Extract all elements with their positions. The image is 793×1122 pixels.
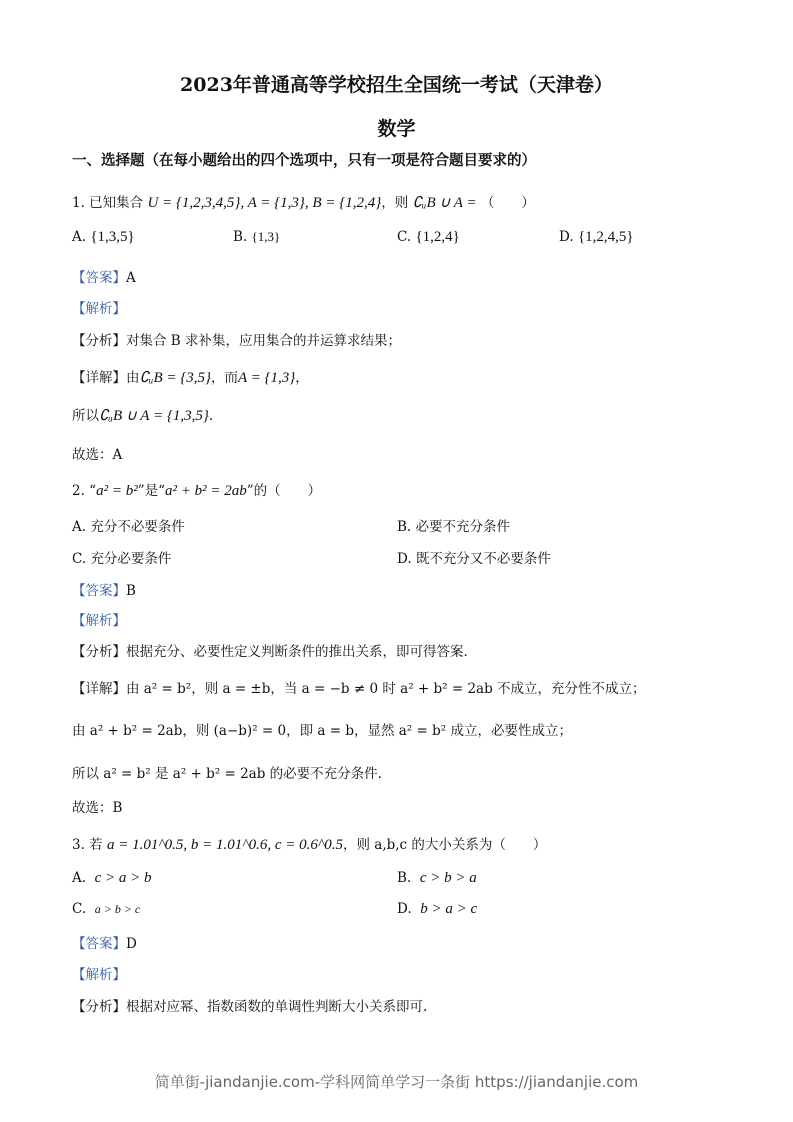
section-heading: 一、选择题（在每小题给出的四个选项中，只有一项是符合题目要求的） bbox=[72, 152, 536, 169]
answer-label: 【答案】 bbox=[72, 270, 126, 286]
detail-math: ∁ᵤB = {3,5} bbox=[139, 370, 211, 386]
q2-option-d bbox=[397, 547, 551, 567]
option-text: 既不充分又不必要条件 bbox=[415, 551, 551, 567]
option-text: {1,3} bbox=[251, 229, 281, 244]
option-label: B. bbox=[397, 870, 412, 886]
q1-sets: U = {1,2,3,4,5}, A = {1,3}, B = {1,2,4} bbox=[147, 195, 382, 211]
answer-label: 【答案】 bbox=[72, 583, 126, 599]
fenxi-label: 【分析】 bbox=[72, 333, 126, 349]
detail-math: ∁ᵤB ∪ A = {1,3,5} bbox=[99, 408, 209, 424]
q1-expression: ∁ᵤB ∪ A = bbox=[412, 195, 477, 211]
option-text: c > b > a bbox=[419, 870, 477, 886]
option-label: B. bbox=[233, 229, 248, 245]
q1-analysis-label: 【解析】 bbox=[72, 301, 126, 317]
detail-label: 【详解】 bbox=[72, 681, 126, 697]
q1-paren: （ ） bbox=[480, 195, 535, 211]
q2-suffix: ”的（ ） bbox=[246, 483, 322, 499]
q2-option-a bbox=[72, 515, 185, 535]
answer-value: A bbox=[126, 270, 136, 286]
answer-value: B bbox=[126, 583, 136, 599]
q2-option-c bbox=[72, 547, 171, 567]
q1-fenxi bbox=[72, 329, 401, 349]
option-label: C. bbox=[72, 551, 87, 567]
q2-analysis-label: 【解析】 bbox=[72, 613, 126, 629]
q3-analysis-label: 【解析】 bbox=[72, 967, 126, 983]
q2-fenxi bbox=[72, 640, 468, 660]
fenxi-text: 根据充分、必要性定义判断条件的推出关系，即可得答案. bbox=[126, 644, 468, 660]
q3-option-d bbox=[397, 901, 477, 918]
fenxi-label: 【分析】 bbox=[72, 644, 126, 660]
q3-prefix: 3. 若 bbox=[72, 837, 103, 853]
option-text: b > a > c bbox=[420, 901, 478, 917]
option-label: A. bbox=[72, 870, 87, 886]
detail-text: 由 bbox=[126, 370, 140, 386]
option-label: A. bbox=[72, 519, 87, 535]
q3-option-a bbox=[72, 870, 152, 887]
option-label: D. bbox=[397, 901, 412, 917]
option-label: C. bbox=[72, 901, 87, 917]
option-text: {1,2,4,5} bbox=[577, 229, 634, 245]
q3-option-c bbox=[72, 901, 140, 917]
q2-option-b bbox=[397, 515, 510, 535]
detail-text: 所以 bbox=[72, 408, 99, 424]
q3-fenxi bbox=[72, 995, 427, 1015]
question-2-stem bbox=[72, 479, 321, 500]
q3-math: a = 1.01^0.5, b = 1.01^0.6, c = 0.6^0.5 bbox=[106, 837, 343, 853]
option-label: A. bbox=[72, 229, 87, 245]
q2-mid: ”是“ bbox=[137, 483, 166, 499]
q1-detail-line-2 bbox=[72, 404, 213, 425]
option-text: a > b > c bbox=[94, 902, 141, 916]
q2-detail-line-1 bbox=[72, 677, 646, 697]
q1-detail-line-1 bbox=[72, 366, 309, 387]
detail-label: 【详解】 bbox=[72, 370, 126, 386]
option-text: c > a > b bbox=[94, 870, 152, 886]
fenxi-text: 根据对应幂、指数函数的单调性判断大小关系即可. bbox=[126, 999, 428, 1015]
q2-answer bbox=[72, 579, 136, 599]
option-label: D. bbox=[559, 229, 574, 245]
q1-suffix: ，则 bbox=[381, 195, 409, 211]
q2-detail-line-2: 由 a² + b² = 2ab，则 (a−b)² = 0，即 a = b，显然 a² = b² 成立，必要性成立； bbox=[72, 723, 572, 739]
q3-option-b bbox=[397, 870, 477, 887]
q3-answer bbox=[72, 932, 137, 952]
option-text: {1,2,4} bbox=[415, 229, 460, 245]
answer-label: 【答案】 bbox=[72, 936, 126, 952]
detail-math: A = {1,3} bbox=[237, 370, 296, 386]
q1-option-d bbox=[559, 229, 634, 246]
q1-option-a bbox=[72, 229, 135, 246]
q2-math-1: a² = b² bbox=[96, 483, 138, 499]
q3-suffix: ，则 a,b,c 的大小关系为（ ） bbox=[342, 837, 547, 853]
fenxi-label: 【分析】 bbox=[72, 999, 126, 1015]
option-label: C. bbox=[397, 229, 412, 245]
q2-choose: 故选：B bbox=[72, 800, 123, 816]
q1-prefix: 1. 已知集合 bbox=[72, 195, 144, 211]
detail-text: . bbox=[208, 408, 214, 424]
question-3-stem bbox=[72, 833, 546, 854]
detail-text: ，而 bbox=[210, 370, 238, 386]
q1-option-c bbox=[397, 229, 460, 246]
detail-text: ， bbox=[295, 370, 309, 386]
question-1-stem bbox=[72, 191, 535, 212]
option-text: 充分不必要条件 bbox=[90, 519, 185, 535]
option-label: D. bbox=[397, 551, 412, 567]
document-title: 2023年普通高等学校招生全国统一考试（天津卷） bbox=[180, 74, 613, 96]
q1-option-b bbox=[233, 229, 280, 245]
option-label: B. bbox=[397, 519, 412, 535]
option-text: {1,3,5} bbox=[90, 229, 135, 245]
q2-detail-line-3: 所以 a² = b² 是 a² + b² = 2ab 的必要不充分条件. bbox=[72, 766, 382, 782]
q1-answer bbox=[72, 266, 136, 286]
q2-prefix: 2. “ bbox=[72, 483, 97, 499]
fenxi-text: 对集合 B 求补集，应用集合的并运算求结果； bbox=[126, 333, 402, 349]
option-text: 必要不充分条件 bbox=[415, 519, 511, 535]
answer-value: D bbox=[126, 936, 137, 952]
q1-choose: 故选：A bbox=[72, 447, 123, 463]
page-footer-watermark: 简单街-jiandanjie.com-学科网简单学习一条街 https://jiandanjie.com bbox=[154, 1073, 639, 1091]
subject-title: 数学 bbox=[377, 118, 416, 140]
detail-text: 由 a² = b²，则 a = ±b，当 a = −b ≠ 0 时 a² + b² = 2ab 不成立，充分性不成立； bbox=[126, 681, 646, 697]
option-text: 充分必要条件 bbox=[90, 551, 172, 567]
q2-math-2: a² + b² = 2ab bbox=[165, 483, 247, 499]
